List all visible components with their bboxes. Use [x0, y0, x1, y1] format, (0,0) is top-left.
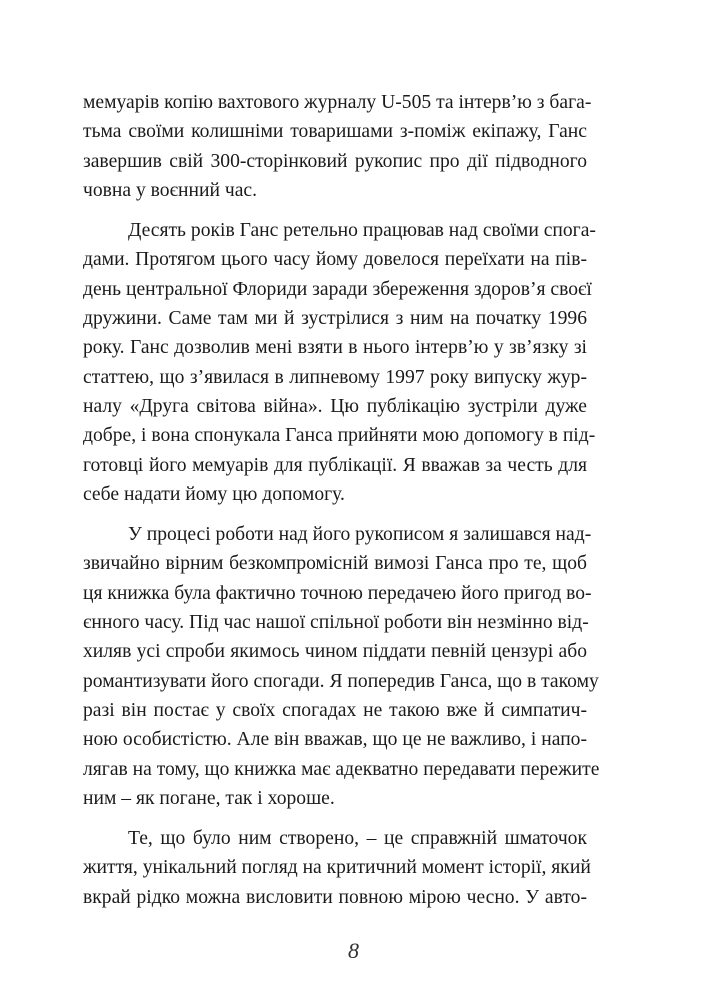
text-line: вкрай рідко можна висловити повною мірою чесно. У авто- [83, 886, 587, 908]
page-number: 8 [348, 938, 359, 963]
text-line: Те, що було ним створено, – це справжній шматочок [128, 828, 587, 850]
text-line: У процесі роботи над його рукописом я залишався над- [128, 524, 592, 546]
paragraph [83, 88, 592, 205]
text-line: життя, унікальний погляд на критичний момент історії, який [83, 857, 591, 879]
text-line: ним – як погане, так і хороше. [83, 787, 335, 809]
text-line: готовці його мемуарів для публікації. Я вважав за честь для [83, 454, 587, 476]
text-line: тьма своїми колишніми товаришами з-поміж екіпажу, Ганс [83, 121, 587, 143]
text-line: Десять років Ганс ретельно працював над своїми спога- [128, 220, 596, 242]
text-line: дружини. Саме там ми й зустрілися з ним на початку 1996 [83, 308, 587, 330]
paragraph [83, 824, 591, 912]
text-line: день центральної Флориди заради збереження здоров’я своєї [83, 278, 592, 300]
text-line: ною особистістю. Але він вважав, що це не важливо, і напо- [83, 729, 587, 751]
text-line: єнного часу. Під час нашої спільної роботи він незмінно від- [83, 612, 589, 634]
text-line: добре, і вона спонукала Ганса прийняти мою допомогу в під- [83, 425, 596, 447]
text-line: звичайно вірним безкомпромісній вимозі Ганса про те, щоб [83, 553, 587, 575]
paragraph [83, 216, 596, 509]
text-line: хиляв усі спроби якимось чином піддати певній цензурі або [83, 641, 587, 663]
text-line: статтею, що з’явилася в липневому 1997 року випуску жур- [83, 366, 587, 388]
text-line: мемуарів копію вахтового журналу U-505 та інтерв’ю з бага- [83, 92, 592, 113]
text-line: року. Ганс дозволив мені взяти в нього інтерв’ю у зв’язку зі [83, 337, 587, 359]
page-body [83, 88, 600, 923]
text-line: налу «Друга світова війна». Цю публікацію зустріли дуже [83, 395, 587, 417]
text-line: човна у воєнний час. [83, 179, 257, 201]
text-line: завершив свій 300-сторінковий рукопис про дії підводного [83, 150, 587, 172]
paragraph [83, 520, 600, 813]
text-line: разі він постає у своїх спогадах не такою вже й симпатич- [83, 699, 587, 721]
text-line: дами. Протягом цього часу йому довелося переїхати на пів- [83, 249, 587, 271]
text-line: себе надати йому цю допомогу. [83, 483, 345, 505]
text-line: романтизувати його спогади. Я попередив Ганса, що в такому [83, 670, 599, 692]
text-line: лягав на тому, що книжка має адекватно передавати пережите [83, 758, 600, 780]
text-line: ця книжка була фактично точною передачею його пригод во- [83, 582, 592, 604]
